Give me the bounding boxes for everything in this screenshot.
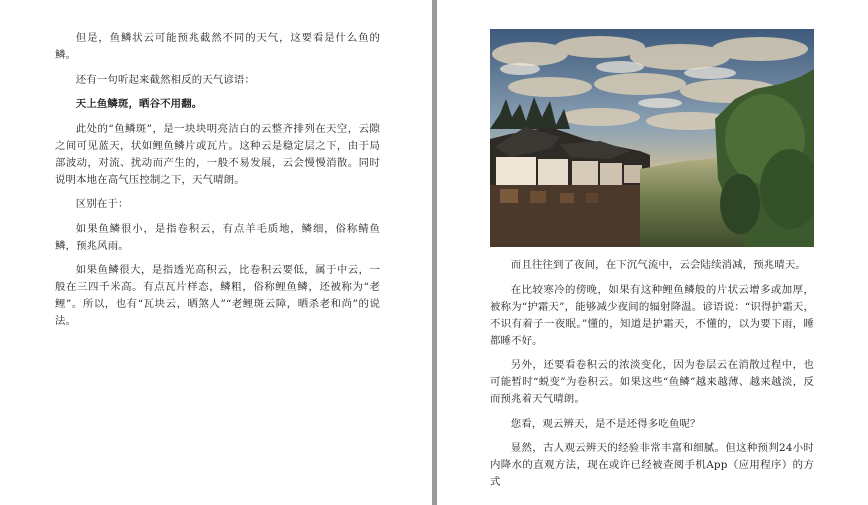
paragraph: 在比较寒冷的傍晚，如果有这种鲤鱼鳞般的片状云增多或加厚，被称为“护霜天”，能够减少夜间的辐射降温。谚语说：“识得护霜天，不识有着子一夜眠。”懂的，知道是护霜天，不懂的，以为要下雨，睡都睡不好。 (490, 283, 814, 347)
paragraph: 区别在于： (75, 198, 129, 210)
paragraph: 此处的“鱼鳞斑”，是一块块明亮洁白的云整齐排列在天空，云隙之间可见蓝天，状如鲤鱼鳞片或瓦片。这种云是稳定层之下，由于局部波动，对流、扰动而产生的，一般不易发展，云会慢慢消散。同时说明本地在高气压控制之下，天气晴朗。 (55, 122, 380, 186)
paragraph: 如果鱼鳞很小，是指卷积云，有点羊毛质地，鳞细，俗称鲭鱼鳞，预兆风雨。 (55, 222, 380, 252)
water-town-photo (490, 29, 814, 247)
paragraph: 还有一句听起来截然相反的天气谚语： (75, 73, 255, 86)
left-page (0, 0, 432, 505)
proverb-bold-line: 天上鱼鳞斑，晒谷不用翻。 (75, 98, 203, 110)
paragraph: 显然，古人观云辨天的经验非常丰富和细腻。但这种预判24小时内降水的直观方法，现在或许已经被查阅手机App（应用程序）的方式 (490, 442, 814, 488)
paragraph: 如果鱼鳞很大，是指透光高积云，比卷积云要低，属于中云，一般在三四千米高。有点瓦片样态，鳞粗，俗称鲤鱼鳞，还被称为“老鲤”。所以，也有“瓦块云，晒煞人”“老鲤斑云障，晒杀老和尚”的说法。 (55, 264, 380, 327)
paragraph: 另外，还要看卷积云的浓淡变化，因为卷层云在消散过程中，也可能暂时“蜕变”为卷积云。如果这些“鱼鳞”越来越薄、越来越淡，反而预兆着天气晴朗。 (490, 359, 814, 405)
paragraph: 而且往往到了夜间，在下沉气流中，云会陆续消减，预兆晴天。 (510, 259, 806, 271)
right-page-text-column (490, 257, 814, 499)
left-page-text-column (55, 30, 380, 338)
paragraph: 您看，观云辨天，是不是还得多吃鱼呢？ (510, 417, 701, 430)
paragraph: 但是，鱼鳞状云可能预兆截然不同的天气，这要看是什么鱼的鳞。 (55, 32, 380, 61)
right-page (437, 0, 868, 505)
